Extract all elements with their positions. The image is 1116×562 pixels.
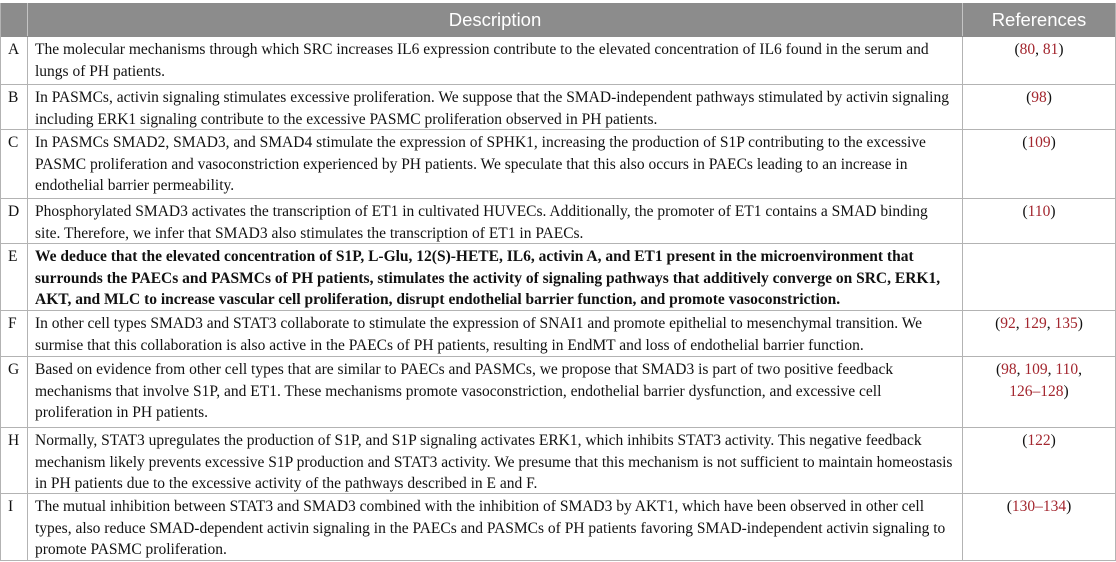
references-cell: (80, 81) [1014,41,1064,58]
reference-link[interactable]: 110 [1027,203,1051,220]
description-cell: In PASMCs, activin signaling stimulates excessive proliferation. We suppose that the SMAD-independent pathways stimulated by activin signaling including ERK1 signaling contribute to the excessive PASMC proliferation observed in PH patients. [28,85,963,129]
references-cell: (98, 109, 110, 126–128) [996,361,1082,400]
description-cell: Based on evidence from other cell types that are similar to PAECs and PASMCs, we propose that SMAD3 is part of two positive feedback mechanisms that involve S1P, and ET1. These mechanisms promote vasoconstriction, endothelial barrier dysfunction, and excessive cell proliferation in PH patients. [28,357,963,427]
references-cell [963,244,1115,310]
row-label: A [1,37,28,84]
reference-link[interactable]: 110 [1055,361,1079,378]
reference-link[interactable]: 122 [1027,432,1051,449]
description-cell: In other cell types SMAD3 and STAT3 collaborate to stimulate the expression of SNAI1 and promote epithelial to mesenchymal transition. We surmise that this collaboration is also active in the PAECs of PH patients, resulting in EndMT and loss of endothelial barrier function. [28,311,963,356]
table-row [1,130,1115,199]
description-cell: We deduce that the elevated concentration of S1P, L-Glu, 12(S)-HETE, IL6, activin A, and ET1 present in the microenvironment that surrounds the PAECs and PASMCs of PH patients, stimulates the activity of signaling pathways that additively converge on SRC, ERK1, AKT, and MLC to increase vascular cell proliferation, disrupt endothelial barrier function, and promote vasoconstriction. [28,244,963,310]
reference-link[interactable]: 135 [1054,315,1078,332]
header-cell-label [1,3,28,36]
reference-link[interactable]: 92 [1000,315,1016,332]
row-label: F [1,311,28,356]
references-cell: (130–134) [1006,498,1072,515]
references-cell: (122) [1022,432,1056,449]
reference-link[interactable]: 130–134 [1011,498,1067,515]
table-row [1,494,1115,561]
description-cell: Normally, STAT3 upregulates the production of S1P, and S1P signaling activates ERK1, which inhibits STAT3 activity. This negative feedback mechanism likely prevents excessive S1P production and STAT3 activity. We presume that this mechanism is not sufficient to maintain homeostasis in PH patients due to the excessive activity of the pathways described in E and F. [28,428,963,493]
reference-link[interactable]: 98 [1031,89,1047,106]
description-cell: The mutual inhibition between STAT3 and SMAD3 combined with the inhibition of SMAD3 by AKT1, which have been observed in other cell types, also reduce SMAD-dependent activin signaling in the PAECs and PASMCs of PH patients favoring SMAD-independent activin signaling to promote PASMC proliferation. [28,494,963,560]
header-cell-description: Description [28,3,963,36]
row-label: D [1,199,28,243]
reference-link[interactable]: 109 [1024,361,1048,378]
table-row [1,85,1115,130]
references-cell: (98) [1026,89,1052,106]
row-label: E [1,244,28,310]
reference-link[interactable]: 126–128 [1009,382,1064,400]
description-cell: In PASMCs SMAD2, SMAD3, and SMAD4 stimulate the expression of SPHK1, increasing the production of S1P contributing to the excessive PASMC proliferation and vasoconstriction experienced by PH patients. We speculate that this also occurs in PAECs leading to an increase in endothelial barrier permeability. [28,130,963,198]
header-cell-references: References [991,9,1087,30]
reference-link[interactable]: 109 [1027,134,1051,151]
row-label: B [1,85,28,129]
table-row [1,357,1115,428]
description-cell: The molecular mechanisms through which SRC increases IL6 expression contribute to the elevated concentration of IL6 found in the serum and lungs of PH patients. [28,37,963,84]
references-cell: (92, 129, 135) [995,315,1083,332]
table-row [1,428,1115,494]
description-cell: Phosphorylated SMAD3 activates the transcription of ET1 in cultivated HUVECs. Additionally, the promoter of ET1 contains a SMAD binding site. Therefore, we infer that SMAD3 also stimulates the transcription of ET1 in PAECs. [28,199,963,243]
reference-link[interactable]: 129 [1023,315,1047,332]
reference-link[interactable]: 81 [1042,41,1059,58]
references-cell: (110) [1022,203,1056,220]
table-row [1,199,1115,244]
hypotheses-table [0,3,1116,561]
row-label: I [1,494,28,560]
table-row [1,244,1115,311]
reference-link[interactable]: 98 [1001,361,1017,378]
row-label: C [1,130,28,198]
row-label: G [1,357,28,427]
reference-link[interactable]: 80 [1019,41,1036,58]
table-header-row [1,3,1115,37]
references-cell: (109) [1022,134,1056,151]
table-row [1,311,1115,357]
row-label: H [1,428,28,493]
table-row [1,37,1115,85]
